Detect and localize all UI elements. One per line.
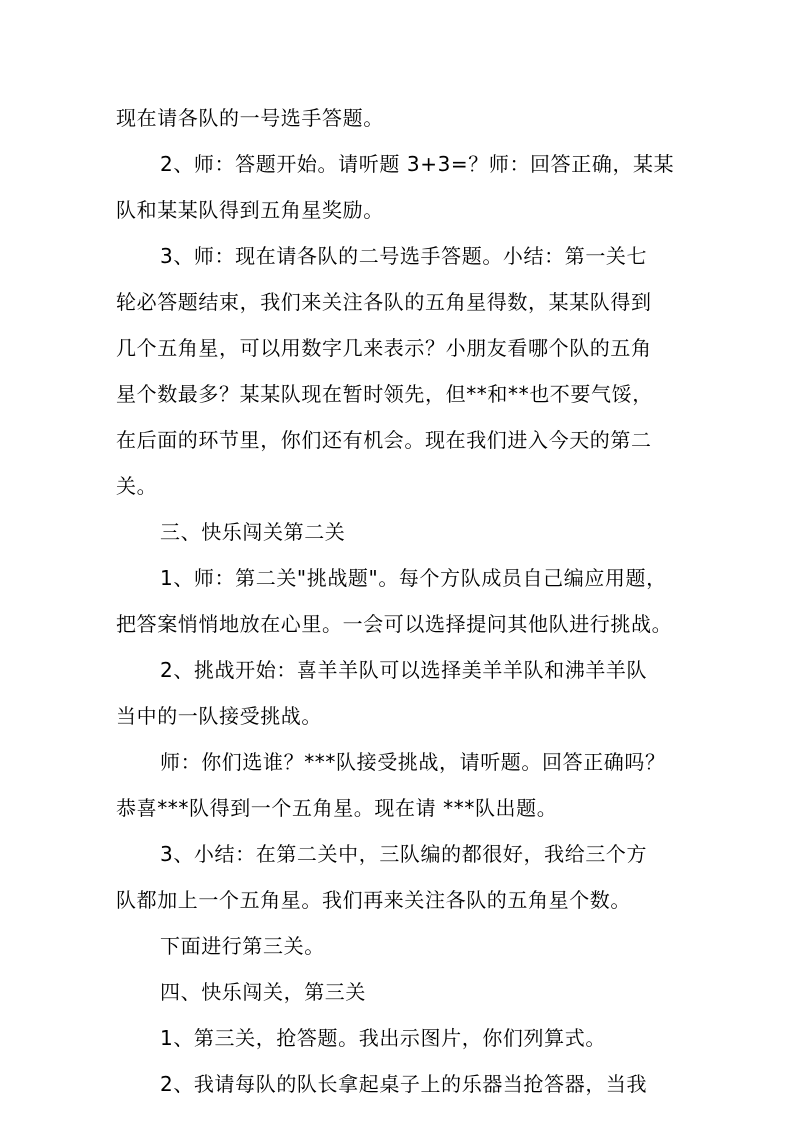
section-heading: 三、快乐闯关第二关 [160,520,346,544]
section-heading: 四、快乐闯关，第三关 [160,980,366,1004]
text-line: 师：你们选谁？***队接受挑战，请听题。回答正确吗？ [160,750,666,774]
text-line: 当中的一队接受挑战。 [116,704,322,728]
text-line: 轮必答题结束，我们来关注各队的五角星得数，某某队得到 [116,290,652,314]
text-line: 恭喜***队得到一个五角星。现在请 ***队出题。 [116,796,558,820]
text-line: 下面进行第三关。 [160,934,325,958]
text-line: 1、第三关，抢答题。我出示图片，你们列算式。 [160,1026,606,1050]
text-line: 3、师：现在请各队的二号选手答题。小结：第一关七 [160,244,648,268]
text-line: 队都加上一个五角星。我们再来关注各队的五角星个数。 [116,888,631,912]
text-line: 2、挑战开始：喜羊羊队可以选择美羊羊队和沸羊羊队 [160,658,648,682]
text-line: 2、师：答题开始。请听题 3+3=？师：回答正确，某某 [160,152,675,176]
text-line: 把答案悄悄地放在心里。一会可以选择提问其他队进行挑战。 [116,612,673,636]
text-line: 几个五角星，可以用数字几来表示？小朋友看哪个队的五角 [116,336,652,360]
text-line: 现在请各队的一号选手答题。 [116,106,384,130]
text-line: 星个数最多？某某队现在暂时领先，但**和**也不要气馁， [116,382,653,406]
text-line: 1、师：第二关"挑战题"。每个方队成员自己编应用题， [160,566,667,590]
text-line: 队和某某队得到五角星奖励。 [116,198,384,222]
text-line: 关。 [116,474,158,498]
text-line: 2、我请每队的队长拿起桌子上的乐器当抢答器，当我 [160,1072,648,1096]
text-line: 在后面的环节里，你们还有机会。现在我们进入今天的第二 [116,428,652,452]
text-line: 3、小结：在第二关中，三队编的都很好，我给三个方 [160,842,648,866]
